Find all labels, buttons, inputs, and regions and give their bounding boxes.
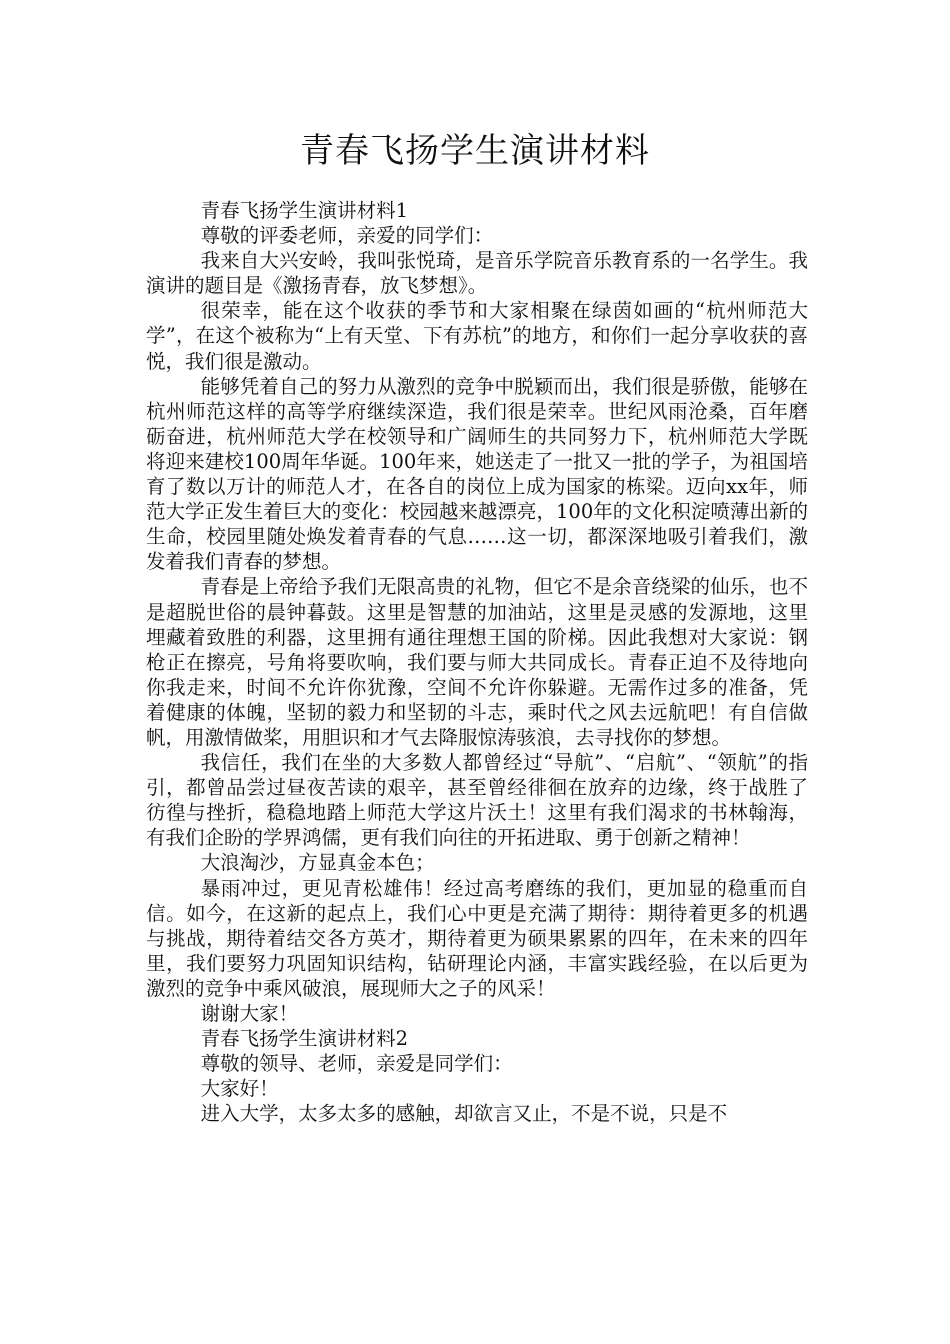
salutation-paragraph: 尊敬的领导、老师，亲爱是同学们： — [200, 1052, 513, 1076]
body-paragraph: 我信任，我们在坐的大多数人都曾经过“导航”、“启航”、“领航”的指引，都曾品尝过昼夜苦读的艰辛，甚至曾经徘徊在放弃的边缘，终于战胜了彷徨与挫折，稳稳地踏上师范大学这片沃土！这里有我们渴求的书林翰海，有我们企盼的学界鸿儒，更有我们向往的开拓进取、勇于创新之精神！ — [146, 751, 808, 850]
salutation-paragraph: 尊敬的评委老师，亲爱的同学们： — [200, 224, 494, 248]
body-paragraph: 很荣幸，能在这个收获的季节和大家相聚在绿茵如画的“杭州师范大学”，在这个被称为“上有天堂、下有苏杭”的地方，和你们一起分享收获的喜悦，我们很是激动。 — [146, 299, 808, 373]
body-paragraph: 暴雨冲过，更见青松雄伟！经过高考磨练的我们，更加显的稳重而自信。如今，在这新的起点上，我们心中更是充满了期待：期待着更多的机遇与挑战，期待着结交各方英才，期待着更为硕果累累的四年，在未来的四年里，我们要努力巩固知识结构，钻研理论内涵，丰富实践经验，在以后更为激烈的竞争中乘风破浪，展现师大之子的风采！ — [146, 876, 808, 1000]
closing-paragraph: 谢谢大家！ — [200, 1002, 299, 1025]
body-paragraph: 能够凭着自己的努力从激烈的竞争中脱颖而出，我们很是骄傲，能够在杭州师范这样的高等学府继续深造，我们很是荣幸。世纪风雨沧桑，百年磨砺奋进，杭州师范大学在校领导和广阔师生的共同努力下，杭州师范大学既将迎来建校100周年华诞。100年来，她送走了一批又一批的学子，为祖国培育了数以万计的师范人才，在各自的岗位上成为国家的栋梁。迈向xx年，师范大学正发生着巨大的变化：校园越来越漂亮，100年的文化积淀喷薄出新的生命，校园里随处焕发着青春的气息……这一切，都深深地吸引着我们，激发着我们青春的梦想。 — [146, 374, 808, 574]
body-paragraph: 大浪淘沙，方显真金本色； — [200, 851, 435, 875]
greeting-paragraph: 大家好！ — [200, 1077, 279, 1101]
document-body — [146, 198, 808, 1126]
body-paragraph: 青春是上帝给予我们无限高贵的礼物，但它不是余音绕梁的仙乐，也不是超脱世俗的晨钟暮鼓。这里是智慧的加油站，这里是灵感的发源地，这里埋藏着致胜的利器，这里拥有通往理想王国的阶梯。因此我想对大家说：钢枪正在擦亮，号角将要吹响，我们要与师大共同成长。青春正迫不及待地向你我走来，时间不允许你犹豫，空间不允许你躲避。无需作过多的准备，凭着健康的体魄，坚韧的毅力和坚韧的斗志，乘时代之风去远航吧！有自信做帆，用激情做桨，用胆识和才气去降服惊涛骇浪，去寻找你的梦想。 — [146, 575, 808, 749]
section-heading-2: 青春飞扬学生演讲材料2 — [200, 1027, 409, 1051]
section-heading-1: 青春飞扬学生演讲材料1 — [200, 199, 409, 222]
document-title: 青春飞扬学生演讲材料 — [300, 131, 650, 171]
body-paragraph: 进入大学，太多太多的感触，却欲言又止，不是不说，只是不 — [200, 1102, 728, 1126]
body-paragraph: 我来自大兴安岭，我叫张悦琦，是音乐学院音乐教育系的一名学生。我演讲的题目是《激扬青春，放飞梦想》。 — [146, 249, 808, 298]
